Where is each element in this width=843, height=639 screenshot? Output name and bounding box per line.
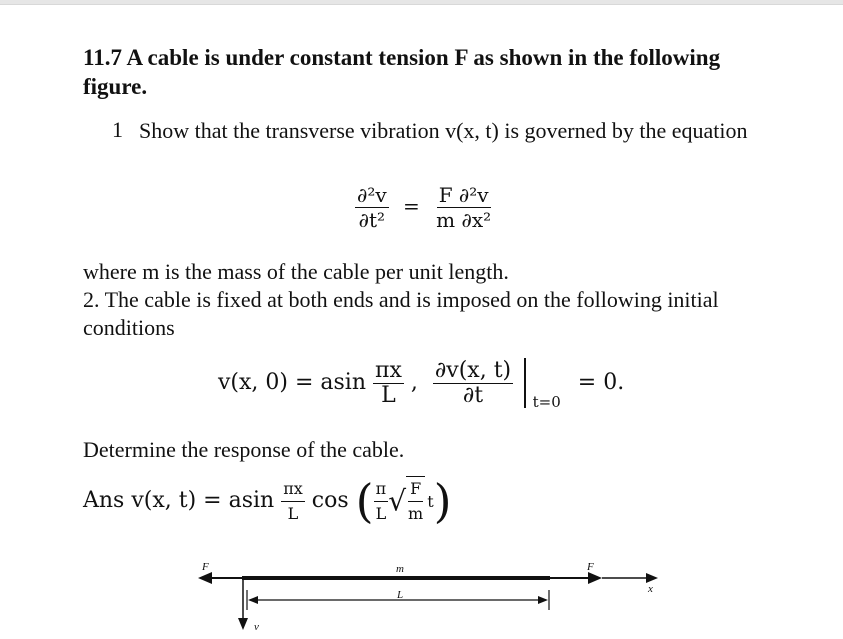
mass-label: m	[396, 563, 404, 575]
where-text: where m is the mass of the cable per unit length.	[83, 259, 509, 284]
v-axis-label: v	[254, 621, 259, 633]
determine-text: Determine the response of the cable.	[83, 437, 405, 462]
item-1-number: 1	[112, 117, 123, 142]
equation-lhs: $\frac{\text{∂²v}}{\text{∂t²}}$	[357, 183, 387, 232]
item-2-block	[83, 258, 783, 342]
wave-equation: $\frac{\text{∂²v}}{\text{∂t²}}$ = $\frac{\text{F ∂²v}}{\text{m ∂x²}}$	[357, 183, 492, 232]
equation-rhs: $\frac{\text{F ∂²v}}{\text{m ∂x²}}$	[436, 183, 492, 232]
right-force-arrowhead	[588, 572, 602, 584]
problem-title: 11.7 A cable is under constant tension F as shown in the following figure.	[83, 45, 721, 99]
x-axis-label: x	[648, 583, 653, 595]
answer: Ans v(x, t) = asin $\frac{\pi x}{L}$ cos ( $\frac{\pi}{L}$ √ $\frac{F}{m}$ t)	[83, 474, 452, 528]
length-label: L	[397, 589, 404, 601]
item-1-text: Show that the transverse vibration v(x, t) is governed by the equation	[139, 118, 748, 143]
top-border	[0, 0, 843, 5]
initial-conditions: v(x, 0) = asin $\frac{\pi x}{L}$ , $\frac{\partial v(x, t)}{\partial t}$ $_{t=0}$ = 0.	[218, 357, 625, 411]
item-2-text: 2. The cable is fixed at both ends and is imposed on the following initial conditions	[83, 287, 719, 340]
v-axis-arrowhead	[238, 618, 248, 630]
dimension-arrow-left	[248, 596, 258, 604]
dimension-arrow-right	[538, 596, 548, 604]
right-force-label: F	[587, 561, 594, 573]
left-force-label: F	[202, 561, 209, 573]
x-axis-arrowhead	[646, 573, 658, 583]
cable-figure	[190, 558, 670, 634]
evaluation-bar	[524, 358, 526, 408]
left-force-arrowhead	[198, 572, 212, 584]
